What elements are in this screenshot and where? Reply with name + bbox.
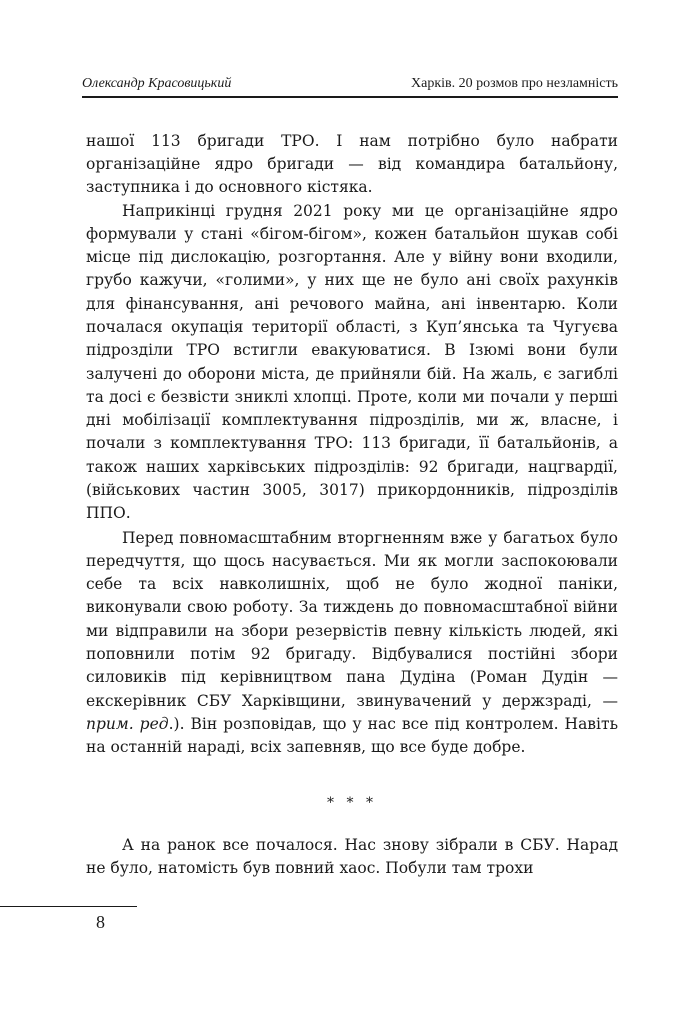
header-book-title: Харків. 20 розмов про незламність [411,76,618,91]
paragraph: Наприкінці грудня 2021 року ми це організаційне ядро формували у стані «бігом-бігом», кожен батальйон шукав собі місце під дислокацію, розгортання. Але у війну вони входили, грубо кажучи, «голими», у них ще не було ані своїх рахунків для фінансування, ані речового майна, ані інвентарю. Коли почалася окупація території області, з Куп’янська та Чугуєва підрозділи ТРО встигли евакуюватися. В Ізюмі вони були залучені до оборони міста, де прийняли бій. На жаль, є загиблі та досі є безвісти зниклі хлопці. Проте, коли ми почали у перші дні мобілізації комплектування підрозділів, ми ж, власне, і почали з комплектування ТРО: 113 бригади, її батальйонів, а також наших харківських підрозділів: 92 бригади, нацгвардії, (військових частин 3005, 3017) прикордонників, підрозділів ППО. [86,201,618,523]
paragraph-continued: нашої 113 бригади ТРО. І нам потрібно було набрати організаційне ядро бригади — від командира батальйону, заступника і до основного кістяка. [86,131,618,197]
paragraph-text: .). Він розповідав, що у нас все під контролем. Навіть на останній нараді, всіх запевняв, що все буде добре. [86,714,619,757]
paragraph [86,527,618,760]
running-header [82,74,618,98]
editor-note: прим. ред [86,714,169,733]
footer-rule [0,906,137,907]
page-number: 8 [96,912,105,932]
paragraph: А на ранок все почалося. Нас знову зібрали в СБУ. Нарад не було, натомість був повний хаос. Побули там трохи [86,835,618,877]
header-author: Олександр Красовицький [82,76,232,91]
section-separator: * * * [327,795,377,811]
paragraph-text: Перед повномасштабним вторгненням вже у багатьох було передчуття, що щось насувається. Ми як могли заспокоювали себе та всіх навколишніх, щоб не було жодної паніки, виконували свою роботу. За тиждень до повномасштабної війни ми відправили на збори резервістів певну кількість людей, які поповнили потім 92 бригаду. Відбувалися постійні збори силовиків під керівництвом пана Дудіна (Роман Дудін — екскерівник СБУ Харківщини, звинувачений у держзраді, — [86,528,618,710]
